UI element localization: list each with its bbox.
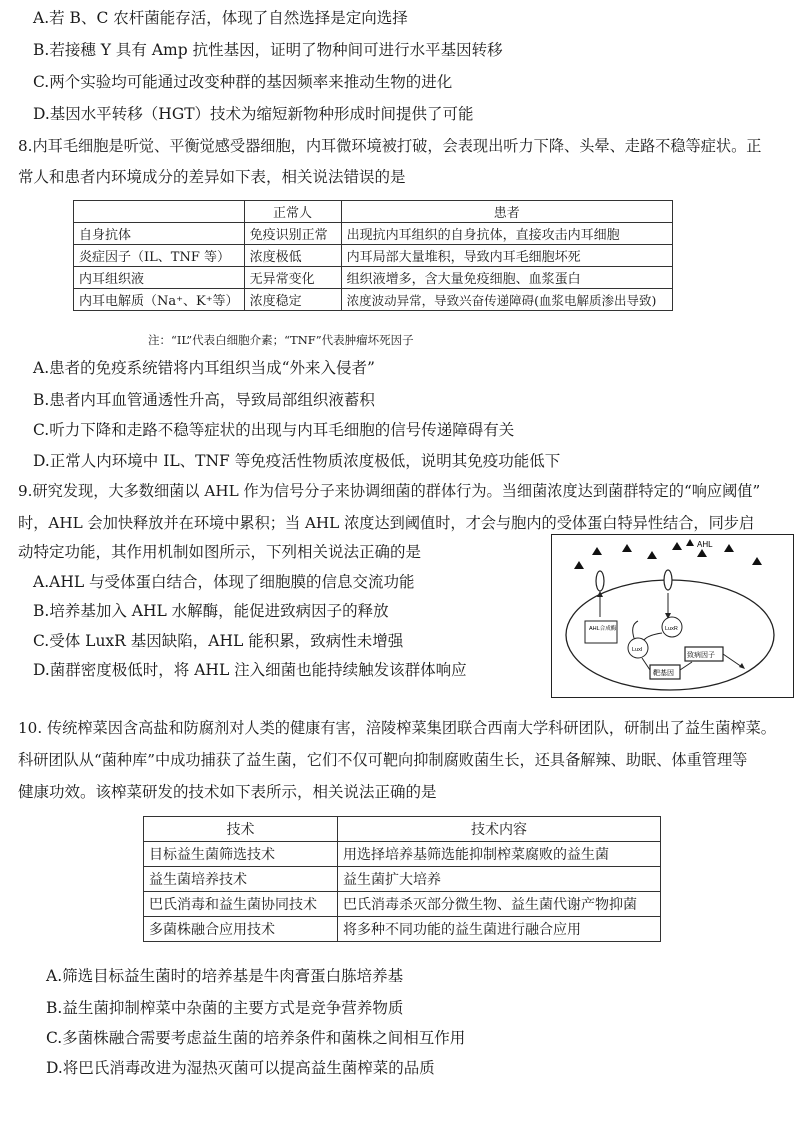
table-cell: 巴氏消毒杀灭部分微生物、益生菌代谢产物抑菌 [338, 892, 661, 917]
ahl-legend-label: AHL [697, 540, 713, 549]
ahl-molecule-icon [622, 544, 632, 552]
table-header-cell: 患者 [341, 201, 672, 223]
luxr-label: LuxR [665, 626, 678, 632]
table-cell: 免疫识别正常 [244, 223, 341, 245]
q9-option-d[interactable]: D.菌群密度极低时，将 AHL 注入细菌也能持续触发该群体响应 [33, 661, 467, 679]
q9-stem-line1: 9.研究发现，大多数细菌以 AHL 作为信号分子来协调细菌的群体行为。当细菌浓度达到菌群特定的“响应阈值” [18, 482, 761, 500]
table-header-cell: 技术内容 [338, 817, 661, 842]
feedback-arrow [633, 621, 638, 638]
binding-arrow [644, 633, 662, 640]
q9-option-b[interactable]: B.培养基加入 AHL 水解酶，能促进致病因子的释放 [33, 602, 389, 620]
q10-option-b[interactable]: B.益生菌抑制榨菜中杂菌的主要方式是竞争营养物质 [46, 999, 404, 1017]
membrane-channel-left [596, 571, 604, 591]
table-cell: 内耳局部大量堆积，导致内耳毛细胞坏死 [341, 245, 672, 267]
luxi-label: LuxI [632, 647, 643, 653]
q8-option-b[interactable]: B.患者内耳血管通透性升高，导致局部组织液蓄积 [33, 391, 375, 409]
table-row [144, 892, 661, 917]
target-gene-label: 靶基因 [653, 670, 674, 677]
ahl-molecule-icon [752, 557, 762, 565]
table-cell: 益生菌培养技术 [144, 867, 338, 892]
ahl-molecule-icon [724, 544, 734, 552]
table-row [144, 917, 661, 942]
table-header-cell: 技术 [144, 817, 338, 842]
q7-option-c[interactable]: C.两个实验均可能通过改变种群的基因频率来推动生物的进化 [33, 73, 453, 91]
q10-option-a[interactable]: A.筛选目标益生菌时的培养基是牛肉膏蛋白胨培养基 [46, 967, 404, 985]
table-cell: 炎症因子（IL、TNF 等） [74, 245, 245, 267]
ahl-legend-icon [686, 539, 694, 546]
q8-stem-line1: 8.内耳毛细胞是听觉、平衡觉感受器细胞，内耳微环境被打破，会表现出听力下降、头晕、走路不稳等症状。正 [18, 137, 762, 155]
ahl-synthase-label: AHL合成酶 [589, 626, 617, 632]
q8-table [73, 200, 673, 311]
ahl-molecule-icon [592, 547, 602, 555]
table-cell: 内耳电解质（Na⁺、K⁺等） [74, 289, 245, 311]
table-cell: 益生菌扩大培养 [338, 867, 661, 892]
q10-option-c[interactable]: C.多菌株融合需要考虑益生菌的培养条件和菌株之间相互作用 [46, 1029, 466, 1047]
release-arrow [723, 654, 742, 667]
q7-option-b[interactable]: B.若接穗 Y 具有 Amp 抗性基因，证明了物种间可进行水平基因转移 [33, 41, 503, 59]
ahl-molecule-icon [647, 551, 657, 559]
table-cell: 组织液增多，含大量免疫细胞、血浆蛋白 [341, 267, 672, 289]
table-row [74, 289, 673, 311]
table-cell: 将多种不同功能的益生菌进行融合应用 [338, 917, 661, 942]
ahl-molecule-icon [672, 542, 682, 550]
q9-stem-line2: 时，AHL 会加快释放并在环境中累积；当 AHL 浓度达到阈值时，才会与胞内的受体蛋白特异性结合，同步启 [18, 514, 755, 532]
arrow-head-icon [739, 663, 745, 669]
quorum-sensing-diagram [551, 534, 794, 698]
q9-option-a[interactable]: A.AHL 与受体蛋白结合，体现了细胞膜的信息交流功能 [33, 573, 415, 591]
q10-stem-line1: 10. 传统榨菜因含高盐和防腐剂对人类的健康有害，涪陵榨菜集团联合西南大学科研团队，研制出了益生菌榨菜。 [18, 719, 776, 737]
q8-table-note: 注：“IL”代表白细胞介素；“TNF”代表肿瘤坏死因子 [148, 333, 414, 347]
table-cell: 浓度极低 [244, 245, 341, 267]
q10-stem-line2: 科研团队从“菌种库”中成功捕获了益生菌，它们不仅可靶向抑制腐败菌生长，还具备解辣、助眠、体重管理等 [18, 751, 748, 769]
table-cell: 多菌株融合应用技术 [144, 917, 338, 942]
ahl-synthase-box [585, 621, 617, 643]
q8-option-a[interactable]: A.患者的免疫系统错将内耳组织当成“外来入侵者” [33, 359, 375, 377]
table-row [144, 867, 661, 892]
q8-option-d[interactable]: D.正常人内环境中 IL、TNF 等免疫活性物质浓度极低，说明其免疫功能低下 [33, 452, 561, 470]
table-header-row [74, 201, 673, 223]
q10-option-d[interactable]: D.将巴氏消毒改进为湿热灭菌可以提高益生菌榨菜的品质 [46, 1059, 435, 1077]
table-cell: 用选择培养基筛选能抑制榨菜腐败的益生菌 [338, 842, 661, 867]
table-cell: 浓度稳定 [244, 289, 341, 311]
table-cell: 出现抗内耳组织的自身抗体，直接攻击内耳细胞 [341, 223, 672, 245]
q9-option-c[interactable]: C.受体 LuxR 基因缺陷，AHL 能积累，致病性未增强 [33, 632, 404, 650]
q10-stem-line3: 健康功效。该榨菜研发的技术如下表所示，相关说法正确的是 [18, 783, 437, 801]
table-row [74, 223, 673, 245]
virulence-factor-label: 致病因子 [687, 652, 715, 659]
table-header-row [144, 817, 661, 842]
q9-stem-line3: 动特定功能，其作用机制如图所示，下列相关说法正确的是 [18, 543, 422, 561]
q8-option-c[interactable]: C.听力下降和走路不稳等症状的出现与内耳毛细胞的信号传递障碍有关 [33, 421, 515, 439]
table-header-cell: 正常人 [244, 201, 341, 223]
expression-arrow [680, 662, 692, 670]
table-cell: 巴氏消毒和益生菌协同技术 [144, 892, 338, 917]
q7-option-a[interactable]: A.若 B、C 农杆菌能存活，体现了自然选择是定向选择 [33, 9, 408, 27]
table-cell: 目标益生菌筛选技术 [144, 842, 338, 867]
table-row [74, 245, 673, 267]
table-cell: 浓度波动异常，导致兴奋传递障碍(血浆电解质渗出导致) [341, 289, 672, 311]
table-cell: 内耳组织液 [74, 267, 245, 289]
table-cell: 无异常变化 [244, 267, 341, 289]
table-header-cell [74, 201, 245, 223]
ahl-molecule-icon [574, 561, 584, 569]
table-row [144, 842, 661, 867]
membrane-channel-right [664, 570, 672, 590]
q7-option-d[interactable]: D.基因水平转移（HGT）技术为缩短新物种形成时间提供了可能 [33, 105, 474, 123]
q10-table [143, 816, 661, 942]
table-row [74, 267, 673, 289]
ahl-molecule-icon [697, 549, 707, 557]
activation-arrow [642, 658, 650, 670]
q8-stem-line2: 常人和患者内环境成分的差异如下表，相关说法错误的是 [18, 168, 406, 186]
table-cell: 自身抗体 [74, 223, 245, 245]
